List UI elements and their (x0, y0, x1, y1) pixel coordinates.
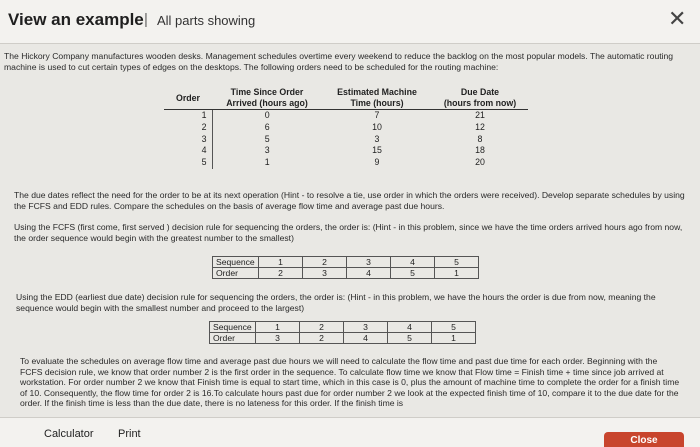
header-order: Order (164, 87, 212, 110)
header-due-date: Due Date (hours from now) (432, 87, 528, 110)
intro-text: The Hickory Company manufactures wooden desks. Management schedules overtime every weekend to reduce the backlog on the most popular models. The automatic routing machine is used to cut certain types of edges on the desktops. The following orders need to be scheduled for the routing machine: (4, 51, 674, 72)
table-row (164, 134, 528, 146)
cell-machine-time: 7 (374, 110, 380, 120)
dialog-footer (0, 417, 700, 447)
order-cell: 5 (391, 268, 435, 279)
order-cell: 1 (432, 333, 476, 344)
fcfs-text: Using the FCFS (first come, first served ) decision rule for sequencing the orders, the order is: (Hint - in this problem, since we have the time orders arrived hours ago from now, the order sequence would begin with the greatest number to the smallest) (14, 222, 683, 243)
cell-time-since: 5 (264, 133, 270, 144)
sequence-cell: 1 (256, 322, 300, 333)
cell-due-date: 21 (475, 110, 485, 120)
order-cell: 2 (300, 333, 344, 344)
sequence-label: Sequence (210, 322, 256, 333)
dialog-header (0, 0, 700, 44)
header-time-since-order: Time Since Order Arrived (hours ago) (212, 87, 322, 110)
order-cell: 3 (303, 268, 347, 279)
cell-due-date: 18 (475, 145, 485, 156)
title-separator: | (144, 11, 148, 28)
calculator-link[interactable]: Calculator (44, 428, 94, 440)
sequence-label: Sequence (213, 257, 259, 268)
cell-machine-time: 15 (372, 145, 382, 156)
sequence-row (210, 322, 476, 333)
table-row (164, 157, 528, 169)
orders-table (164, 87, 528, 169)
order-row (210, 333, 476, 344)
close-icon[interactable]: ✕ (668, 6, 687, 31)
order-label: Order (213, 268, 259, 279)
edd-text: Using the EDD (earliest due date) decision rule for sequencing the orders, the order is: (Hint - in this problem, we have the hours the order is due from now, meaning the sequence would begin with the smallest number and proceed to the largest) (16, 292, 656, 313)
evaluate-text: To evaluate the schedules on average flow time and average past due hours we will need to calculate the flow time and past due time for each order. Beginning with the FCFS decision rule, we know that order number 2 is the first order in the sequence. To calculate flow time we know that Flow time = Finish time + time since job arrived at workstation. For order number 2 we know that Finish time is equal to start time, which in this case is 0, plus the amount of machine time to complete the order for a finish time of 10. Consequently, the flow time for order 2 is 16.To calculate hours past due for order number 2 we look at the expected finish time of 10, compare it to the due date for the order. If the finish time is less than the due date, there is no lateness for this order. If the finish time is (20, 356, 680, 408)
cell-order: 3 (164, 134, 212, 146)
table-row (164, 145, 528, 157)
order-row (213, 268, 479, 279)
close-button[interactable]: Close (604, 432, 684, 447)
order-label: Order (210, 333, 256, 344)
sequence-cell: 1 (259, 257, 303, 268)
sequence-cell: 2 (303, 257, 347, 268)
cell-due-date: 8 (477, 133, 483, 144)
order-cell: 4 (344, 333, 388, 344)
sequence-cell: 3 (347, 257, 391, 268)
cell-time-since: 0 (264, 110, 270, 120)
sequence-cell: 5 (432, 322, 476, 333)
cell-order: 2 (164, 122, 212, 134)
order-cell: 3 (256, 333, 300, 344)
cell-order: 4 (164, 145, 212, 157)
table-row (164, 122, 528, 134)
edd-sequence-table (209, 321, 476, 344)
header-machine-time: Estimated Machine Time (hours) (322, 87, 432, 110)
sequence-cell: 4 (388, 322, 432, 333)
dialog-title: View an example (8, 10, 144, 29)
order-cell: 1 (435, 268, 479, 279)
cell-time-since: 1 (264, 157, 270, 168)
orders-header-row (164, 87, 528, 110)
cell-time-since: 3 (264, 145, 270, 156)
cell-machine-time: 9 (374, 157, 380, 168)
due-dates-text: The due dates reflect the need for the order to be at its next operation (Hint - to resolve a tie, use order in which the orders were received). Develop separate schedules by using the FCFS and EDD rules. Compare the schedules on the basis of average flow time and average past due hours. (14, 190, 685, 211)
sequence-row (213, 257, 479, 268)
cell-order: 1 (164, 110, 212, 122)
table-row (164, 110, 528, 122)
cell-machine-time: 3 (374, 133, 380, 144)
sequence-cell: 3 (344, 322, 388, 333)
cell-time-since: 6 (264, 121, 270, 132)
sequence-cell: 5 (435, 257, 479, 268)
print-link[interactable]: Print (118, 428, 141, 440)
sequence-cell: 4 (391, 257, 435, 268)
order-cell: 2 (259, 268, 303, 279)
cell-due-date: 12 (475, 121, 485, 132)
cell-order: 5 (164, 157, 212, 169)
fcfs-sequence-table (212, 256, 479, 279)
example-content[interactable] (0, 44, 700, 417)
order-cell: 4 (347, 268, 391, 279)
dialog-subtitle: All parts showing (157, 13, 256, 28)
order-cell: 5 (388, 333, 432, 344)
cell-machine-time: 10 (372, 121, 382, 132)
cell-due-date: 20 (475, 157, 485, 168)
sequence-cell: 2 (300, 322, 344, 333)
